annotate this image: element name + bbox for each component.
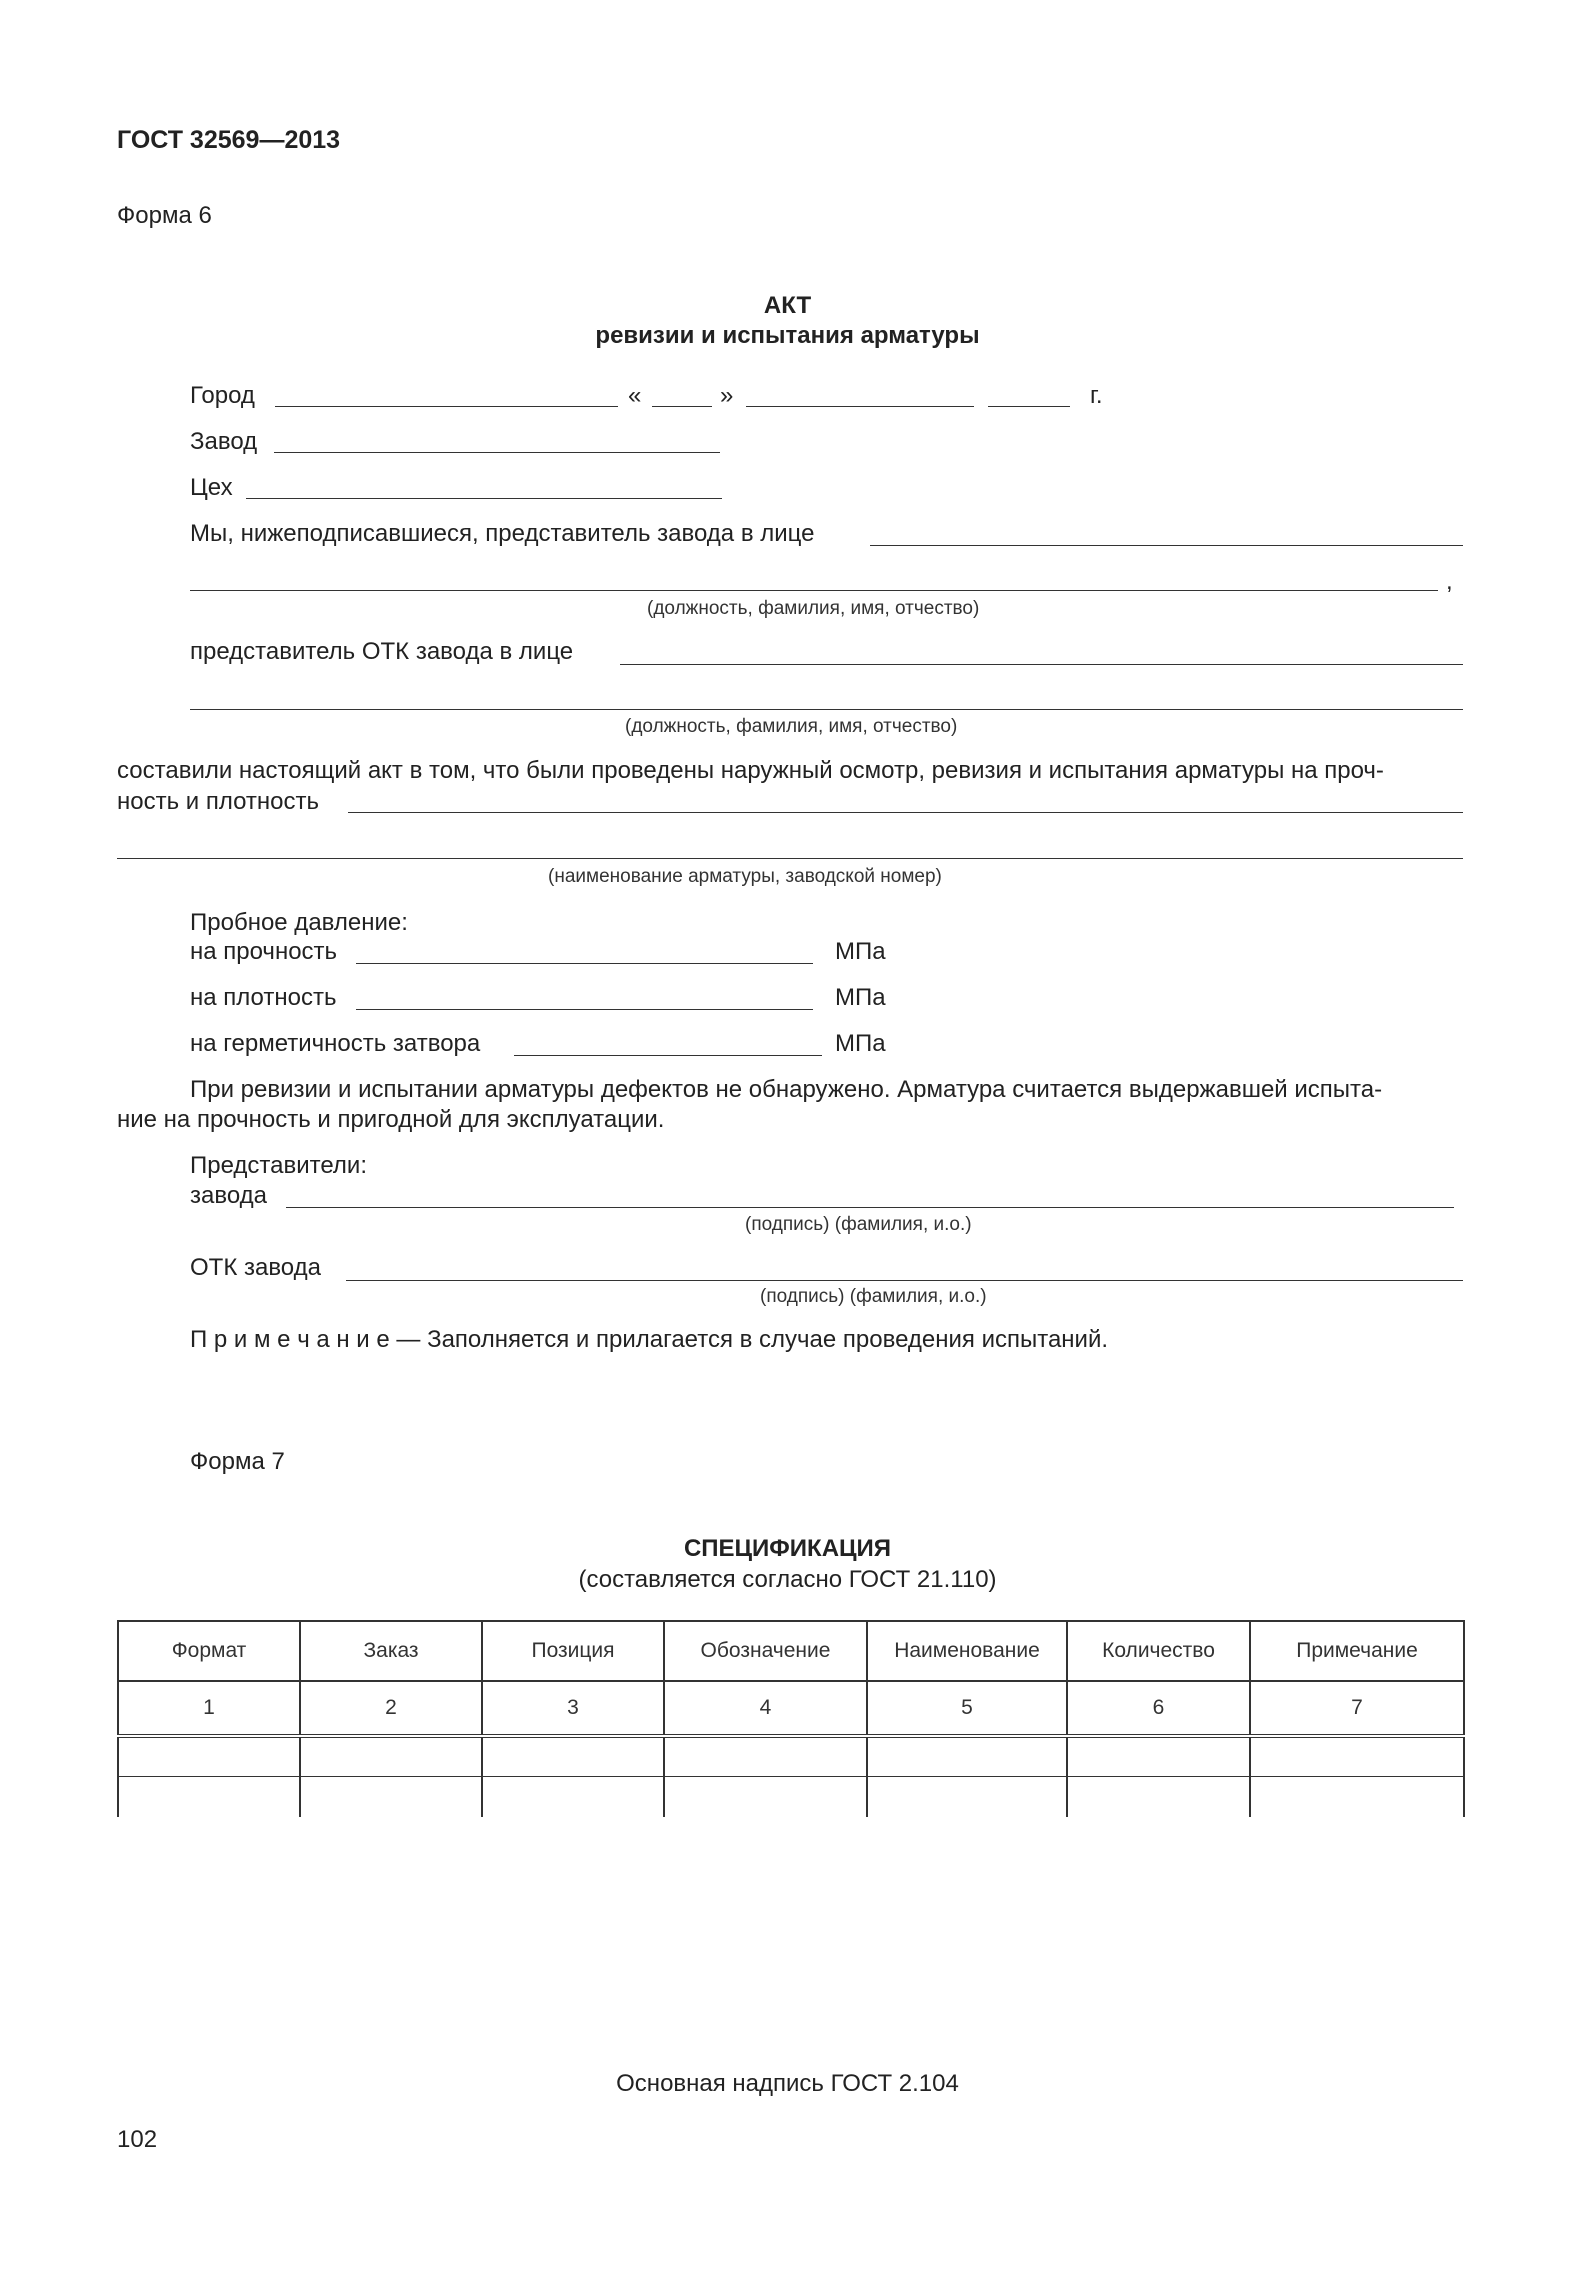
plant-signature-label: завода	[190, 1182, 268, 1209]
table-row	[118, 1777, 1464, 1818]
otk-signature-label: ОТК завода	[190, 1254, 321, 1281]
spec-subtitle: (составляется согласно ГОСТ 21.110)	[578, 1566, 997, 1593]
column-number: 7	[1250, 1681, 1464, 1736]
tightness-unit: МПа	[835, 1030, 886, 1057]
column-header-quantity: Количество	[1067, 1621, 1250, 1681]
month-field[interactable]	[746, 406, 974, 407]
specification-table	[117, 1620, 1465, 1817]
plant-rep-field[interactable]	[870, 545, 1463, 546]
density-unit: МПа	[835, 984, 886, 1011]
column-number: 1	[118, 1681, 300, 1736]
shop-label: Цех	[190, 474, 233, 501]
column-number: 5	[867, 1681, 1067, 1736]
table-cell[interactable]	[867, 1777, 1067, 1818]
caption-position-1: (должность, фамилия, имя, отчество)	[647, 598, 980, 619]
form7-label: Форма 7	[190, 1448, 285, 1475]
caption-signature-1: (подпись) (фамилия, и.о.)	[745, 1214, 972, 1235]
table-cell[interactable]	[1250, 1777, 1464, 1818]
note	[190, 1326, 1108, 1354]
table-cell[interactable]	[482, 1736, 664, 1777]
quote-close: »	[720, 382, 734, 409]
table-cell[interactable]	[867, 1736, 1067, 1777]
plant-signature-field[interactable]	[286, 1207, 1454, 1208]
form6-label: Форма 6	[117, 202, 212, 229]
column-header-name: Наименование	[867, 1621, 1067, 1681]
strength-unit: МПа	[835, 938, 886, 965]
title-block-note: Основная надпись ГОСТ 2.104	[616, 2070, 959, 2097]
act-subtitle: ревизии и испытания арматуры	[595, 322, 980, 349]
caption-valve: (наименование арматуры, заводской номер)	[548, 866, 942, 887]
otk-rep-field[interactable]	[620, 664, 1463, 665]
table-cell[interactable]	[1250, 1736, 1464, 1777]
day-field[interactable]	[652, 406, 712, 407]
valve-field-line2[interactable]	[117, 858, 1463, 859]
caption-signature-2: (подпись) (фамилия, и.о.)	[760, 1286, 987, 1307]
plant-field[interactable]	[274, 452, 720, 453]
column-number-row	[118, 1681, 1464, 1736]
column-header-format: Формат	[118, 1621, 300, 1681]
year-field[interactable]	[988, 406, 1070, 407]
table-cell[interactable]	[1067, 1777, 1250, 1818]
plant-rep-text: Мы, нижеподписавшиеся, представитель завода в лице	[190, 520, 815, 547]
column-header-note: Примечание	[1250, 1621, 1464, 1681]
column-number: 2	[300, 1681, 482, 1736]
strength-field[interactable]	[356, 963, 813, 964]
column-header-designation: Обозначение	[664, 1621, 867, 1681]
table-cell[interactable]	[118, 1777, 300, 1818]
density-field[interactable]	[356, 1009, 813, 1010]
column-number: 4	[664, 1681, 867, 1736]
table-cell[interactable]	[664, 1777, 867, 1818]
conclusion-line1: При ревизии и испытании арматуры дефектов не обнаружено. Арматура считается выдержавшей испыта-	[190, 1076, 1383, 1103]
valve-field[interactable]	[348, 812, 1463, 813]
year-suffix: г.	[1090, 382, 1103, 409]
quote-open: «	[628, 382, 642, 409]
page-number: 102	[117, 2126, 158, 2153]
table-header-row	[118, 1621, 1464, 1681]
act-text-line2: ность и плотность	[117, 788, 320, 815]
plant-label: Завод	[190, 428, 258, 455]
act-title: АКТ	[763, 292, 812, 319]
representatives-label: Представители:	[190, 1152, 367, 1179]
conclusion-line2: ние на прочность и пригодной для эксплуатации.	[117, 1106, 665, 1133]
table-cell[interactable]	[482, 1777, 664, 1818]
spec-title: СПЕЦИФИКАЦИЯ	[683, 1535, 892, 1562]
document-id: ГОСТ 32569—2013	[117, 126, 341, 154]
shop-field[interactable]	[246, 498, 722, 499]
city-field[interactable]	[275, 406, 618, 407]
otk-signature-field[interactable]	[346, 1280, 1463, 1281]
note-text: — Заполняется и прилагается в случае проведения испытаний.	[389, 1326, 1109, 1353]
otk-rep-text: представитель ОТК завода в лице	[190, 638, 574, 665]
column-header-order: Заказ	[300, 1621, 482, 1681]
table-cell[interactable]	[300, 1736, 482, 1777]
column-number: 3	[482, 1681, 664, 1736]
caption-position-2: (должность, фамилия, имя, отчество)	[625, 716, 958, 737]
tightness-field[interactable]	[514, 1055, 822, 1056]
table-cell[interactable]	[1067, 1736, 1250, 1777]
table-cell[interactable]	[664, 1736, 867, 1777]
density-label: на плотность	[190, 984, 337, 1011]
note-label: П р и м е ч а н и е	[190, 1326, 390, 1353]
table-row	[118, 1736, 1464, 1777]
table-cell[interactable]	[300, 1777, 482, 1818]
act-text-line1: составили настоящий акт в том, что были проведены наружный осмотр, ревизия и испытания арматуры на проч-	[117, 757, 1384, 784]
comma: ,	[1446, 568, 1453, 595]
otk-rep-field-line2[interactable]	[190, 709, 1463, 710]
plant-rep-field-line2[interactable]	[190, 590, 1438, 591]
tightness-label: на герметичность затвора	[190, 1030, 481, 1057]
strength-label: на прочность	[190, 938, 338, 965]
table-cell[interactable]	[118, 1736, 300, 1777]
column-number: 6	[1067, 1681, 1250, 1736]
test-pressure-label: Пробное давление:	[190, 909, 408, 936]
column-header-position: Позиция	[482, 1621, 664, 1681]
city-label: Город	[190, 382, 255, 409]
